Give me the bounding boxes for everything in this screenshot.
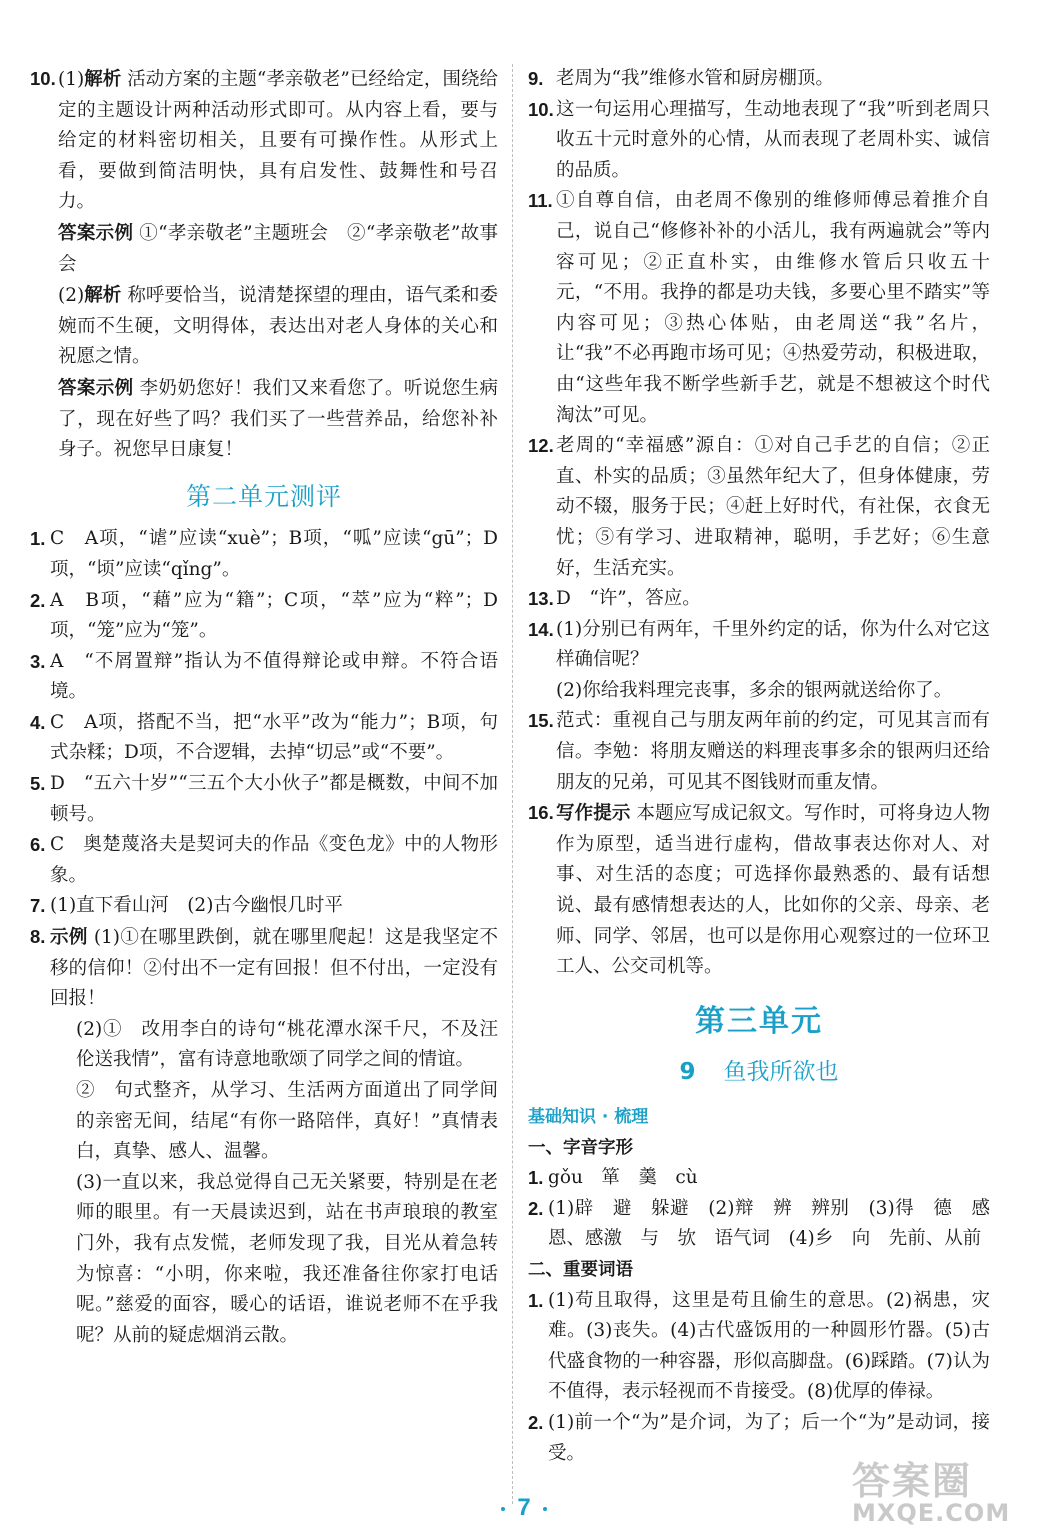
- answer-item: 2. A B项，“藉”应为“籍”；C项，“萃”应为“粹”；D项，“笼”应为“笼”。: [30, 589, 498, 642]
- column-divider: [512, 64, 513, 1504]
- answer-item: (2)你给我料理完丧事，多余的银两就送给你了。: [556, 679, 953, 701]
- answer-item: 11. ①自尊自信，由老周不像别的维修师傅忌着推介自己，说自己“修修补补的小活儿，我有两遍就会”等内容可见；②正直朴实，由维修水管后只收五十元，“不用。我挣的都是功夫钱，多要心里不踏实”等内容可见；③热心体贴，由老周送“我”名片，让“我”不必再跑市场可见；④热爱劳动，积极进取，由“这些年我不断学些新手艺，就是不想被这个时代淘汰”可见。: [528, 190, 990, 426]
- answer-16: 16. 写作提示 本题应写成记叙文。写作时，可将身边人物作为原型，适当进行虚构，借故事表达你对人、对事、对生活的态度；可选择你最熟悉的、最有话想说、最有感情想表达的人，比如你的父亲、母亲、老师、同学、邻居，也可以是你用心观察过的一位环卫工人、公交司机等。: [528, 802, 990, 978]
- answer-item: 1. C A项，“谑”应读“xuè”；B项，“呱”应读“gū”；D项，“顷”应读“qǐng”。: [30, 528, 498, 580]
- part-heading: 一、字音字形: [528, 1137, 633, 1158]
- dot-icon: [543, 1507, 547, 1511]
- lesson-name: 鱼我所欲也: [723, 1059, 839, 1086]
- unit-title: 第三单元: [695, 1003, 823, 1039]
- analysis-label: 解析: [84, 68, 122, 89]
- answer-item: 2. (1)前一个“为”是介词，为了；后一个“为”是动词，接受。: [528, 1411, 990, 1464]
- unit-test-answers: [30, 524, 498, 922]
- answer-8-part2: (2)① 改用李白的诗句“桃花潭水深千尺，不及汪伦送我情”，富有诗意地歌颂了同学之间的情谊。: [76, 1018, 498, 1071]
- analysis-text: 活动方案的主题“孝亲敬老”已经给定，围绕给定的主题设计两种活动形式即可。从内容上看，要与给定的材料密切相关，且要有可操作性。从形式上看，要做到简洁明快，具有启发性、鼓舞性和号召力。: [58, 69, 498, 213]
- analysis-2: (2)解析 称呼要恰当，说清楚探望的理由，语气柔和委婉而不生硬，文明得体，表达出对老人身体的关心和祝愿之情。: [58, 284, 498, 368]
- sub-heading: 基础知识 · 梳理: [528, 1107, 649, 1127]
- answer-example-2: 答案示例 李奶奶您好！我们又来看您了。听说您生病了，现在好些了吗？我们买了一些营养品，给您补补身子。祝您早日康复！: [58, 376, 498, 461]
- answer-item: 14. (1)分别已有两年，千里外约定的话，你为什么对它这样确信呢？: [528, 618, 990, 671]
- answer-item: 1. gǒu 箪 羹 cù: [528, 1167, 698, 1189]
- answer-8: 8. 示例 (1)①在哪里跌倒，就在哪里爬起！这是我坚定不移的信仰！②付出不一定有回报！但不付出，一定没有回报！: [30, 926, 498, 1010]
- answer-8-part3: (3)一直以来，我总觉得自己无关紧要，特别是在老师的眼里。有一天晨读迟到，站在书声琅琅的教室门外，我有点发慌，老师发现了我，目光从着急转为惊喜：“小明，你来啦，我还准备往你家打电话呢。”慈爱的面容，暖心的话语，谁说老师不在乎我呢？从前的疑虑烟消云散。: [76, 1171, 498, 1346]
- dot-icon: [501, 1507, 505, 1511]
- question-number: 10.: [30, 68, 56, 89]
- answer-item: 7. (1)直下看山河 (2)古今幽恨几时平: [30, 895, 343, 917]
- page-number: 7: [0, 1494, 1048, 1522]
- lesson-number: 9: [679, 1059, 696, 1086]
- section-title: 第二单元测评: [185, 481, 342, 511]
- answer-item: 3. A “不屑置辩”指认为不值得辩论或申辩。不符合语境。: [30, 650, 498, 703]
- answer-item: 15. 范式：重视自己与朋友两年前的约定，可见其言而有信。李勉：将朋友赠送的料理丧事多余的银两归还给朋友的兄弟，可见其不图钱财而重友情。: [528, 710, 990, 793]
- answer-10: 10. (1)解析 活动方案的主题“孝亲敬老”已经给定，围绕给定的主题设计两种活动形式即可。从内容上看，要与给定的材料密切相关，且要有可操作性。从形式上看，要做到简洁明快，具有启发性、鼓舞性和号召力。: [30, 64, 498, 218]
- lesson-title: [528, 1057, 990, 1088]
- watermark-logo: 答案圈 MXQE.COM: [852, 1459, 1011, 1527]
- right-column: [528, 64, 990, 1469]
- writing-tip-label: 写作提示: [556, 802, 631, 824]
- answer-8-part2b: ② 句式整齐，从学习、生活两方面道出了同学间的亲密无间，结尾“有你一路陪伴，真好！”真情表白，真挚、感人、温馨。: [76, 1080, 498, 1163]
- answer-item: 4. C A项，搭配不当，把“水平”改为“能力”；B项，句式杂糅；D项，不合逻辑，去掉“切忌”或“不要”。: [30, 711, 498, 764]
- answer-example-1: 答案示例 ①“孝亲敬老”主题班会 ②“孝亲敬老”故事会: [58, 221, 498, 275]
- answer-item: 10. 这一句运用心理描写，生动地表现了“我”听到老周只收五十元时意外的心情，从而表现了老周朴实、诚信的品质。: [528, 98, 990, 181]
- answer-item: 13. D “许”，答应。: [528, 588, 701, 610]
- part-heading: 二、重要词语: [528, 1259, 633, 1280]
- answer-item: 1. (1)苟且取得，这里是苟且偷生的意思。(2)祸患，灾难。(3)丧失。(4)古代盛饭用的一种圆形竹器。(5)古代盛食物的一种容器，形似高脚盘。(6)踩踏。(7)认为不值得，表示轻视而不肯接受。(8)优厚的俸禄。: [528, 1289, 990, 1403]
- answer-item: 6. C 奥楚蔑洛夫是契诃夫的作品《变色龙》中的人物形象。: [30, 834, 498, 886]
- answer-item: 5. D “五六十岁”“三五个大小伙子”都是概数，中间不加顿号。: [30, 773, 498, 825]
- answer-item: 9. 老周为“我”维修水管和厨房棚顶。: [528, 68, 834, 89]
- answer-item: 12. 老周的“幸福感”源自：①对自己手艺的自信；②正直、朴实的品质；③虽然年纪大了，但身体健康，劳动不辍，服务于民；④赶上好时代，有社保，衣食无忧；⑤有学习、进取精神，聪明，手艺好；⑥生意好，生活充实。: [528, 435, 990, 579]
- answer-item: 2. (1)辟 避 躲避 (2)辩 辨 辨别 (3)得 德 感恩、感激 与 欤 语气词 (4)乡 向 先前、从前: [528, 1197, 990, 1250]
- left-column: [30, 64, 498, 1351]
